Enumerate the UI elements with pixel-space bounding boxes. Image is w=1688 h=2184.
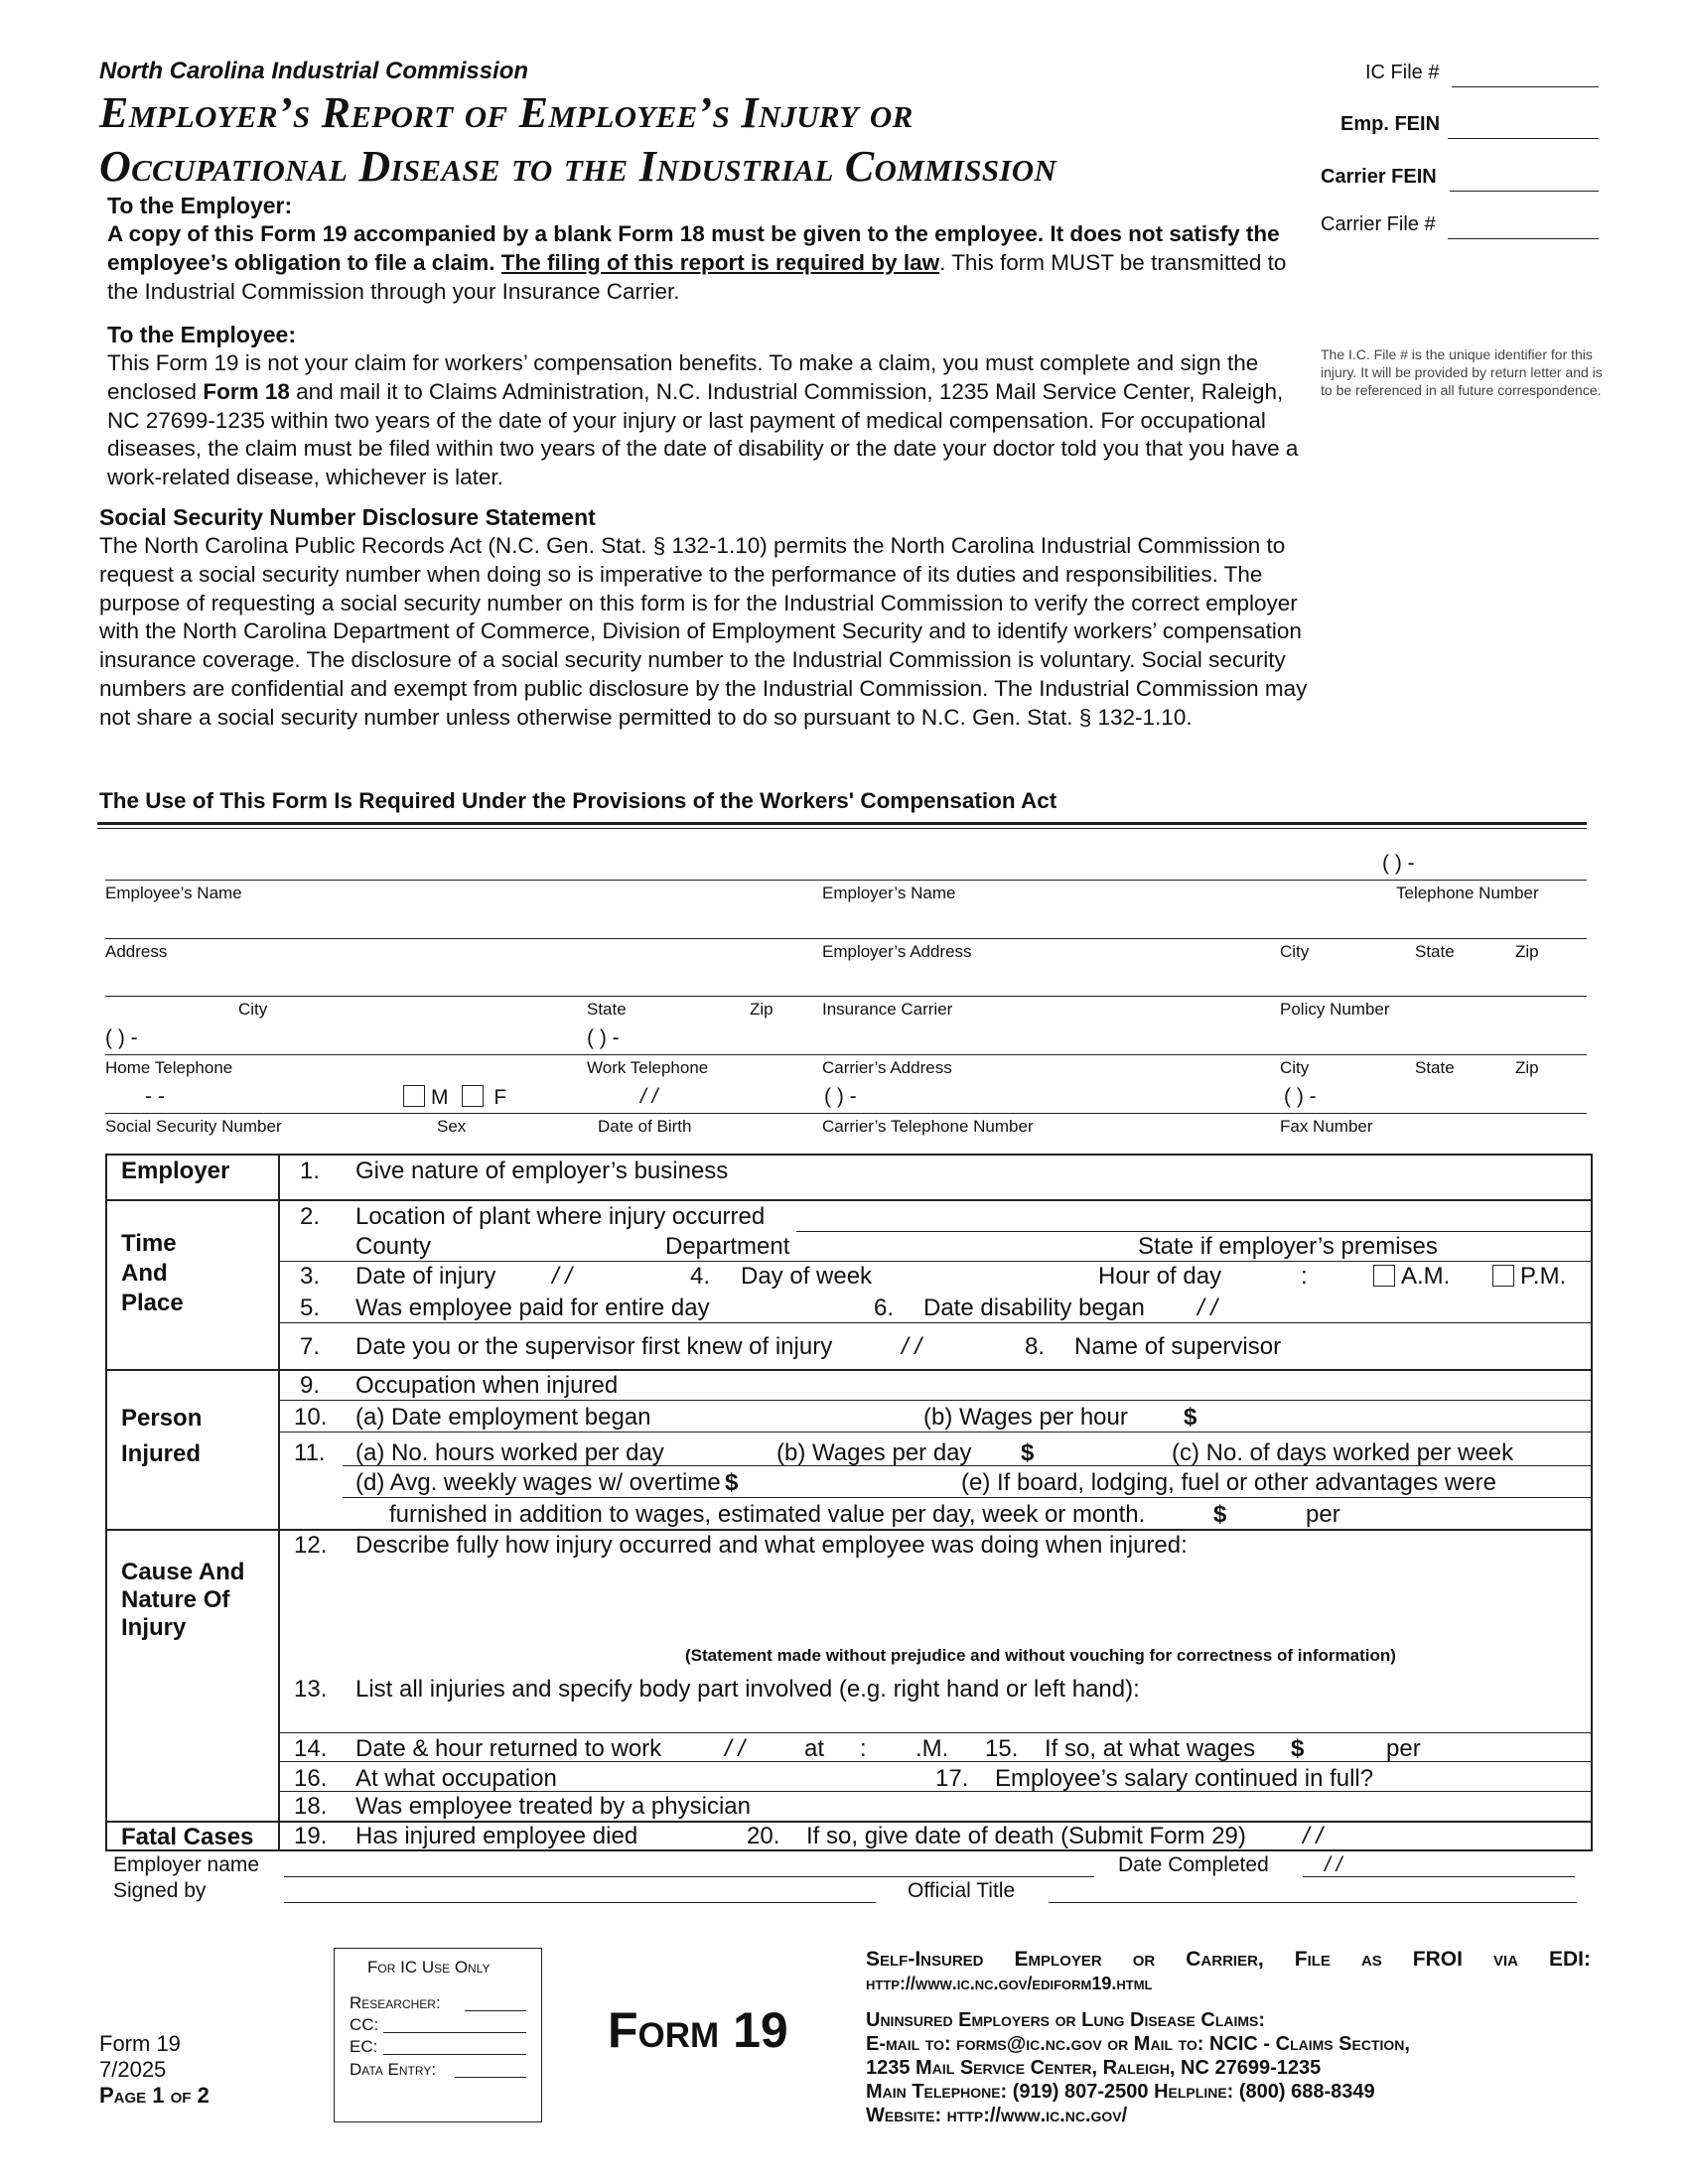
work-telephone-label: Work Telephone [587,1058,709,1077]
sec-div-person [105,1529,1593,1531]
carrier-file-field[interactable] [1321,213,1436,236]
required-by-law: The filing of this report is required by law [500,249,940,275]
item-8-number: 8. [1025,1333,1046,1360]
item-6-label: Date disability began [923,1295,1145,1321]
am-checkbox[interactable] [1373,1265,1395,1287]
ic-use-title: For IC Use Only [367,1958,491,1977]
section-person-injured: Person Injured [121,1405,203,1467]
emp-fein-field[interactable] [1340,113,1440,136]
item-1-number: 1. [300,1158,321,1184]
data-entry-label: Data Entry: [350,2060,437,2079]
row2-line [105,938,1587,939]
item-10b-label: (b) Wages per hour [923,1404,1128,1431]
sex-m-checkbox[interactable] [403,1085,425,1107]
fax-mask[interactable]: ( ) - [1284,1085,1317,1108]
carrier-fein-line [1450,191,1599,192]
item-7-label: Date you or the supervisor first knew of injury [355,1333,833,1360]
wages-hour-dollar: $ [1184,1404,1197,1431]
hour-colon: : [1301,1263,1308,1290]
ssn-label: Social Security Number [105,1117,282,1136]
to-employee-text-a: This Form 19 is not your claim for workers’ compensation benefits. To make a claim, you must complete and sign the enclosed [107,350,1259,404]
form-title-line2: Occupational Disease to the Industrial Commission [99,142,1057,191]
item-16-line [278,1791,1591,1792]
item-15-label: If so, at what wages [1045,1735,1256,1762]
ic-file-note: The I.C. File # is the unique identifier for this injury. It will be provided by return letter and is to be referenced in all future correspondence. [1321,346,1603,398]
agency-name: North Carolina Industrial Commission [99,58,529,84]
date-completed-mask[interactable]: / / [1325,1853,1342,1876]
wages-day-dollar: $ [1021,1439,1035,1466]
to-employee-heading: To the Employee: [107,322,296,347]
item-11e-label: (e) If board, lodging, fuel or other advantages were [961,1469,1496,1496]
item-13-number: 13. [294,1676,328,1703]
form-date: 7/2025 [99,2057,167,2082]
footer-line1: Self-Insured Employer or Carrier, File as FROI via EDI: [866,1948,1591,1971]
to-employee-text [107,349,1309,492]
sec-div-employer [105,1199,1593,1201]
item-17-label: Employee’s salary continued in full? [995,1765,1374,1792]
pm-label: P.M. [1520,1263,1567,1290]
item-20-number: 20. [747,1823,780,1849]
fax-number-label: Fax Number [1280,1117,1373,1136]
signed-by-label: Signed by [113,1879,207,1902]
to-employee-text-b: and mail it to Claims Administration, N.C. Industrial Commission, 1235 Mail Service Center, Raleigh, NC 27699-1235 within two years of the date of your injury or last payment of medical compensation. For occupational diseases, the claim must be filed within two years of the date of disability or the date your doctor told you that you have a work-related disease, whichever is later. [107,378,1299,490]
item-8-label: Name of supervisor [1074,1333,1282,1360]
to-employer-rest: . This form MUST be transmitted to the Industrial Commission through your Insurance Carrier. [107,249,1287,304]
item-17-number: 17. [935,1765,969,1792]
emp-fein-label: Emp. FEIN [1340,113,1441,135]
row4-line [105,1054,1587,1055]
emp-fein-line [1448,138,1599,139]
item-9-line [278,1400,1591,1401]
item-18-number: 18. [294,1793,328,1820]
employee-city-label: City [238,1000,268,1019]
page-indicator: Page 1 of 2 [99,2083,210,2108]
row5-line [105,1113,1587,1114]
dob-label: Date of Birth [598,1117,692,1136]
telephone-number-label: Telephone Number [1396,884,1539,902]
ic-file-field[interactable] [1365,62,1439,84]
ssn-mask[interactable]: - - [145,1085,165,1108]
department-label: Department [665,1233,790,1260]
footer-edi-url[interactable]: http://www.ic.nc.gov/ediform19.html [866,1974,1153,1993]
death-date-mask[interactable]: / / [1303,1823,1324,1849]
sex-f-checkbox[interactable] [462,1085,484,1107]
item-11-line [343,1465,1591,1466]
carrier-phone-mask[interactable]: ( ) - [824,1085,857,1108]
footer-line4: E-mail to: forms@ic.nc.gov or Mail to: NCIC - Claims Section, [866,2033,1410,2055]
home-telephone-label: Home Telephone [105,1058,233,1077]
return-date-mask[interactable]: / / [725,1735,746,1762]
item-10-line [278,1432,1591,1433]
footer-website[interactable]: Website: http://www.ic.nc.gov/ [866,2105,1128,2126]
injury-date-mask[interactable]: / / [552,1263,573,1290]
item-5-label: Was employee paid for entire day [355,1295,710,1321]
county-label: County [355,1233,432,1260]
carrier-state-label: State [1415,1058,1455,1077]
insurance-carrier-label: Insurance Carrier [822,1000,953,1019]
item-14-line [278,1761,1591,1762]
item-11c-label: (c) No. of days worked per week [1172,1439,1514,1466]
signed-by-line[interactable] [284,1902,876,1903]
employer-name-sign-label: Employer name [113,1853,260,1876]
researcher-label: Researcher: [350,1993,441,2012]
form18-ref: Form 18 [203,378,290,404]
item-7-number: 7. [300,1333,321,1360]
am-option[interactable] [1373,1263,1450,1291]
item-11-number: 11. [294,1439,326,1466]
item-4-number: 4. [690,1263,711,1290]
researcher-line[interactable] [465,2010,526,2011]
item-13-label: List all injuries and specify body part involved (e.g. right hand or left hand): [355,1676,1140,1703]
pm-option[interactable] [1492,1263,1566,1291]
employer-name-label: Employer’s Name [822,884,956,902]
section-time-place: Time And Place [121,1230,184,1316]
carrier-file-label: Carrier File # [1321,213,1436,235]
employer-phone-mask[interactable]: ( ) - [1382,852,1415,875]
item-14-label: Date & hour returned to work [355,1735,662,1762]
disability-date-mask[interactable]: / / [1197,1295,1218,1321]
employee-state-label: State [587,1000,627,1019]
sec-div-time [105,1369,1593,1371]
carrier-file-line [1448,238,1599,239]
policy-number-label: Policy Number [1280,1000,1390,1019]
item-5-number: 5. [300,1295,321,1321]
ic-file-label: IC File # [1365,62,1440,83]
address-label: Address [105,942,168,961]
item-3-label: Date of injury [355,1263,496,1290]
advantages-per: per [1306,1501,1340,1528]
item-16-label: At what occupation [355,1765,557,1792]
item-11e2-label: furnished in addition to wages, estimated value per day, week or month. [389,1501,1146,1528]
item-3-number: 3. [300,1263,321,1290]
section-cause-nature: Cause And Nature Of Injury [121,1559,245,1641]
footer-line3: Uninsured Employers or Lung Disease Claims: [866,2009,1266,2031]
item-2-number: 2. [300,1203,321,1230]
employer-name-sign-line[interactable] [284,1876,1094,1877]
sex-label: Sex [437,1117,467,1136]
carrier-address-label: Carrier’s Address [822,1058,952,1077]
work-phone-mask[interactable]: ( ) - [587,1026,620,1049]
item-19-number: 19. [294,1823,328,1849]
date-completed-label: Date Completed [1118,1853,1269,1876]
item-1-label: Give nature of employer’s business [355,1158,729,1184]
home-phone-mask[interactable]: ( ) - [105,1026,138,1049]
item-11b-label: (b) Wages per day [776,1439,972,1466]
statement-note: (Statement made without prejudice and without vouching for correctness of information) [685,1646,1396,1665]
footer-line6: Main Telephone: (919) 807-2500 Helpline: (800) 688-8349 [866,2081,1375,2103]
item-10-number: 10. [294,1404,328,1431]
item-11d-line [343,1497,1591,1498]
return-m: .M. [915,1735,949,1762]
am-label: A.M. [1401,1263,1451,1290]
item-20-label: If so, give date of death (Submit Form 29) [806,1823,1246,1849]
employer-city-label: City [1280,942,1310,961]
item-11d-label: (d) Avg. weekly wages w/ overtime [355,1469,721,1496]
employer-state-label: State [1415,942,1455,961]
ssn-heading: Social Security Number Disclosure Statement [99,504,596,530]
carrier-city-label: City [1280,1058,1310,1077]
advantages-dollar: $ [1213,1501,1227,1528]
item-12-number: 12. [294,1532,328,1559]
data-entry-line[interactable] [455,2077,526,2078]
section-fatal-cases: Fatal Cases [121,1824,254,1850]
carrier-fein-label: Carrier FEIN [1321,166,1437,188]
dob-mask[interactable]: / / [640,1085,658,1108]
big-form-label: Form 19 [608,2002,788,2058]
to-employer-bold: A copy of this Form 19 accompanied by a blank Form 18 must be given to the employee. It does not satisfy the employee’s obligation to file a claim. [107,221,1280,275]
sex-m-label: M [431,1086,449,1109]
form-title-line1: Employer’s Report of Employee’s Injury or [99,88,914,137]
employer-zip-label: Zip [1515,942,1539,961]
item-6-number: 6. [874,1295,895,1321]
item-2-line [796,1231,1591,1232]
required-notice: The Use of This Form Is Required Under the Provisions of the Workers' Compensation Act [99,788,1057,813]
return-wages-per: per [1386,1735,1421,1762]
avg-weekly-dollar: $ [725,1469,739,1496]
item-18-label: Was employee treated by a physician [355,1793,751,1820]
state-premises-label: State if employer’s premises [1138,1233,1438,1260]
item-9-number: 9. [300,1372,321,1399]
pm-checkbox[interactable] [1492,1265,1514,1287]
divider-top-2 [97,828,1587,829]
row1-line [105,880,1587,881]
carrier-telephone-label: Carrier’s Telephone Number [822,1117,1034,1136]
item-4-label: Day of week [741,1263,873,1290]
item-13-line [278,1732,1591,1733]
employee-zip-label: Zip [750,1000,774,1019]
item-5-line [278,1322,1591,1323]
item-2b-line [278,1261,1591,1262]
official-title-label: Official Title [908,1879,1016,1902]
cc-label: CC: [350,2015,379,2034]
item-12-label: Describe fully how injury occurred and what employee was doing when injured: [355,1532,1188,1559]
item-9-label: Occupation when injured [355,1372,619,1399]
return-colon: : [860,1735,867,1762]
employee-name-label: Employee’s Name [105,884,242,902]
item-14-number: 14. [294,1735,328,1762]
ec-label: EC: [350,2037,378,2056]
item-19-label: Has injured employee died [355,1823,638,1849]
item-2-label: Location of plant where injury occurred [355,1203,766,1230]
sex-checkboxes[interactable] [403,1085,506,1110]
employer-address-label: Employer’s Address [822,942,972,961]
table-section-divider [278,1154,280,1851]
item-10a-label: (a) Date employment began [355,1404,651,1431]
return-at: at [804,1735,825,1762]
section-employer: Employer [121,1158,230,1184]
footer-line5: 1235 Mail Service Center, Raleigh, NC 27699-1235 [866,2057,1322,2079]
cc-line[interactable] [383,2032,526,2033]
to-employer-text [107,220,1309,306]
form-id: Form 19 [99,2031,181,2056]
date-completed-line [1303,1876,1575,1877]
ec-line[interactable] [383,2054,526,2055]
row3-line [105,996,1587,997]
item-16-number: 16. [294,1765,328,1792]
ssn-text: The North Carolina Public Records Act (N.C. Gen. Stat. § 132-1.10) permits the North Carolina Industrial Commission to request a social security number when doing so is imperative to the performance of its duties and responsibilities. The purpose of requesting a social security number on this form is for the Industrial Commission to verify the correct employer with the North Carolina Department of Commerce, Division of Employment Security and to identify workers’ compensation insurance coverage. The disclosure of a social security number to the Industrial Commission is voluntary. Social security numbers are confidential and exempt from public disclosure by the Industrial Commission. The Industrial Commission may not share a social security number unless otherwise permitted to do so pursuant to N.C. Gen. Stat. § 132-1.10. [99,533,1308,730]
item-15-number: 15. [985,1735,1019,1762]
carrier-zip-label: Zip [1515,1058,1539,1077]
to-employer-heading: To the Employer: [107,193,293,218]
carrier-fein-field[interactable] [1321,166,1437,189]
knew-date-mask[interactable]: / / [902,1333,922,1360]
hour-of-day-label: Hour of day [1098,1263,1222,1290]
item-11a-label: (a) No. hours worked per day [355,1439,664,1466]
ic-file-line [1452,86,1599,87]
official-title-line[interactable] [1049,1902,1577,1903]
divider-top [97,822,1587,825]
sex-f-label: F [493,1086,507,1109]
return-wages-dollar: $ [1291,1735,1305,1762]
